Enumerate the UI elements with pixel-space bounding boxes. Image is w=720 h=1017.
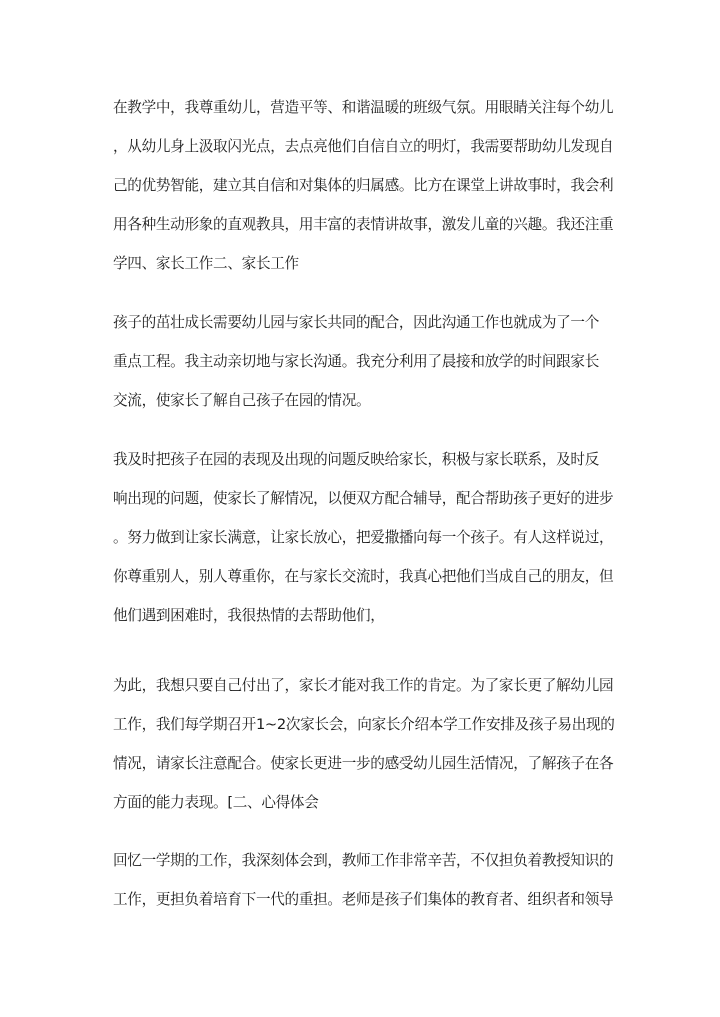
- paragraph-parent-communication: [113, 303, 613, 420]
- text-line: 学四、家长工作二、家长工作: [113, 255, 299, 272]
- text-line: 孩子的茁壮成长需要幼儿园与家长共同的配合，因此沟通工作也就成为了一个: [113, 314, 599, 331]
- paragraph-reflection: [113, 841, 613, 919]
- text-line: 用各种生动形象的直观教具，用丰富的表情讲故事，激发儿童的兴趣。我还注重: [113, 216, 614, 233]
- text-line: 方面的能力表现。[二、心得体会: [113, 794, 319, 811]
- text-line: 工作，我们每学期召开1~2次家长会，向家长介绍本学工作安排及孩子易出现的: [113, 716, 615, 733]
- text-line: 工作，更担负着培育下一代的重担。老师是孩子们集体的教育者、组织者和领导: [113, 891, 614, 908]
- text-line: 交流，使家长了解自己孩子在园的情况。: [113, 392, 371, 409]
- text-line: 他们遇到困难时，我很热情的去帮助他们，: [113, 607, 385, 624]
- text-line: 你尊重别人，别人尊重你，在与家长交流时，我真心把他们当成自己的朋友，但: [113, 568, 614, 585]
- text-line: 己的优势智能，建立其自信和对集体的归属感。比方在课堂上讲故事时，我会利: [113, 177, 614, 194]
- text-line: 在教学中，我尊重幼儿，营造平等、和谐温暖的班级气氛。用眼睛关注每个幼儿: [113, 99, 614, 116]
- text-line: 重点工程。我主动亲切地与家长沟通。我充分利用了晨接和放学的时间跟家长: [113, 353, 599, 370]
- paragraph-classroom-teaching: [113, 88, 613, 283]
- text-line: 为此，我想只要自己付出了，家长才能对我工作的肯定。为了家长更了解幼儿园: [113, 677, 614, 694]
- text-line: 我及时把孩子在园的表现及出现的问题反映给家长，积极与家长联系，及时反: [113, 451, 599, 468]
- text-line: 。努力做到让家长满意，让家长放心，把爱撒播向每一个孩子。有人这样说过，: [113, 529, 614, 546]
- paragraph-timely-feedback: [113, 440, 613, 635]
- text-line: 响出现的问题，使家长了解情况，以便双方配合辅导，配合帮助孩子更好的进步: [113, 490, 614, 507]
- text-line: 回忆一学期的工作，我深刻体会到，教师工作非常辛苦，不仅担负着教授知识的: [113, 852, 614, 869]
- paragraph-parent-meetings: [113, 666, 613, 822]
- text-line: ，从幼儿身上汲取闪光点，去点亮他们自信自立的明灯，我需要帮助幼儿发现自: [113, 138, 614, 155]
- text-line: 情况，请家长注意配合。使家长更进一步的感受幼儿园生活情况，了解孩子在各: [113, 755, 614, 772]
